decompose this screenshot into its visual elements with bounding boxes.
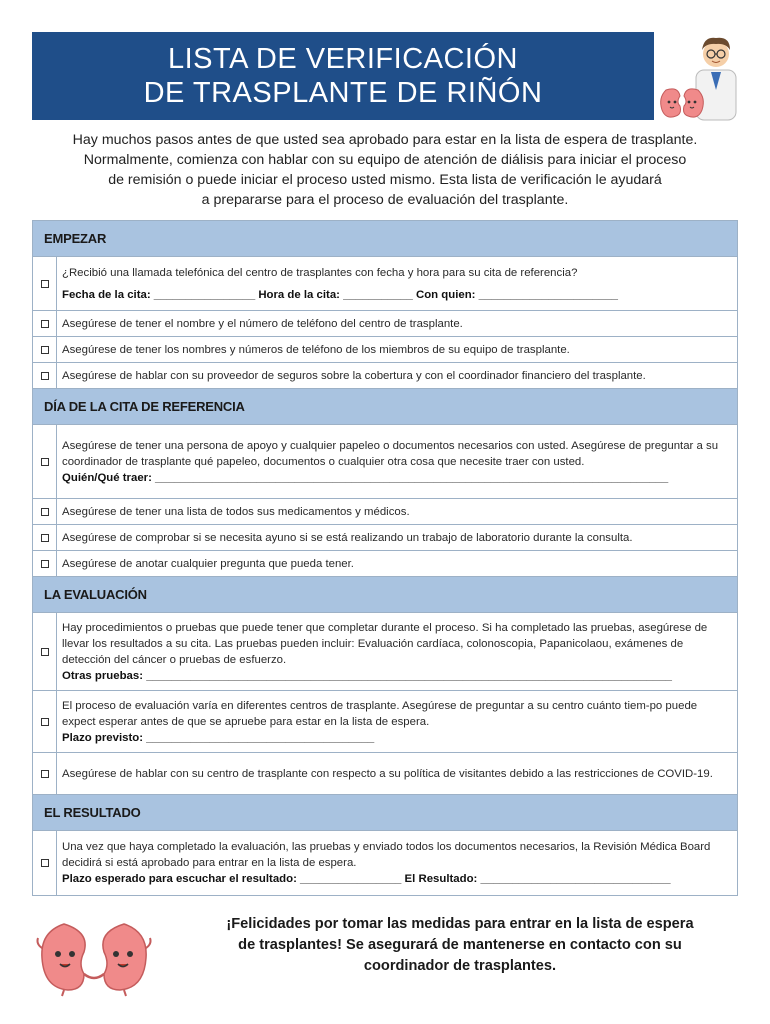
item-text: Asegúrese de tener una persona de apoyo y cualquier papeleo o documentos necesarios con usted. Asegúrese de preguntar a su coordinador de trasplante qué papeleo, documentos o cualquier otra cosa que necesite traer con usted. <box>62 439 719 468</box>
footer-line-2: de trasplantes! Se asegurará de mantenerse en contacto con su <box>238 937 682 953</box>
item-text: Asegúrese de anotar cualquier pregunta que pueda tener. <box>62 557 354 570</box>
item-text: Hay procedimientos o pruebas que puede tener que completar durante el proceso. Si ha completado las pruebas, asegúrese de llevar los resultados a su cita. Las pruebas pueden incluir: Evaluación cardíaca, colonoscopia, Papanicolaou, exámenes de detección del cáncer o pruebas de esfuerzo. <box>62 621 708 666</box>
checkbox[interactable] <box>41 560 49 568</box>
section-header-cita: DÍA DE LA CITA DE REFERENCIA <box>33 389 737 425</box>
item-text: ¿Recibió una llamada telefónica del centro de trasplantes con fecha y hora para su cita de referencia? <box>62 266 578 279</box>
item-text: Una vez que haya completado la evaluación, las pruebas y enviado todos los documentos necesarios, la Revisión Médica Board decidirá si está aprobado para entrar en la lista de espera. <box>62 841 711 869</box>
checklist-table <box>32 220 738 896</box>
intro-line-4: a prepararse para el proceso de evaluación del trasplante. <box>201 192 569 208</box>
intro-line-1: Hay muchos pasos antes de que usted sea aprobado para estar en la lista de espera de trasplante. <box>72 132 698 148</box>
checklist-row <box>33 831 737 895</box>
footer-line-3: coordinador de trasplantes. <box>363 958 557 974</box>
checklist-row <box>33 525 737 551</box>
checkbox[interactable] <box>41 534 49 542</box>
footer-line-1: ¡Felicidades por tomar las medidas para entrar en la lista de espera <box>226 916 694 932</box>
checklist-row <box>33 613 737 691</box>
item-fields: Plazo previsto: ____________________________________ <box>62 731 375 744</box>
item-text: Asegúrese de tener el nombre y el número de teléfono del centro de trasplante. <box>62 317 463 330</box>
item-text: El proceso de evaluación varía en diferentes centros de trasplante. Asegúrese de preguntar a su centro cuánto tiem-po puede expect esperar antes de que se apruebe para estar en la lista de espera. <box>62 699 698 728</box>
title-line-1: LISTA DE VERIFICACIÓN <box>168 43 518 75</box>
item-text: Asegúrese de hablar con su proveedor de seguros sobre la cobertura y con el coordinador financiero del trasplante. <box>62 369 646 382</box>
checkbox[interactable] <box>41 648 49 656</box>
checklist-row <box>33 257 737 311</box>
title-banner <box>32 32 654 120</box>
intro-line-2: Normalmente, comienza con hablar con su equipo de atención de diálisis para iniciar el proceso <box>83 152 687 168</box>
doctor-kidneys-illustration <box>656 30 740 122</box>
checkbox[interactable] <box>41 346 49 354</box>
checklist-row <box>33 753 737 795</box>
intro-paragraph <box>40 130 730 210</box>
intro-line-3: de remisión o puede iniciar el proceso usted mismo. Esta lista de verificación le ayudará <box>108 172 662 188</box>
happy-kidneys-illustration <box>34 918 154 998</box>
checkbox[interactable] <box>41 718 49 726</box>
section-header-empezar: EMPEZAR <box>33 221 737 257</box>
checkbox[interactable] <box>41 770 49 778</box>
checklist-row <box>33 691 737 753</box>
checklist-row <box>33 363 737 389</box>
item-fields: Otras pruebas: ___________________________________________________________________________________ <box>62 669 672 682</box>
checklist-row <box>33 311 737 337</box>
checklist-row <box>33 425 737 499</box>
checkbox[interactable] <box>41 372 49 380</box>
item-fields: Quién/Qué traer: _________________________________________________________________________________ <box>62 471 669 484</box>
checkbox[interactable] <box>41 458 49 466</box>
section-header-evaluacion: LA EVALUACIÓN <box>33 577 737 613</box>
checkbox[interactable] <box>41 280 49 288</box>
section-header-resultado: EL RESULTADO <box>33 795 737 831</box>
item-text: Asegúrese de comprobar si se necesita ayuno si se está realizando un trabajo de laboratorio durante la consulta. <box>62 531 633 544</box>
congratulations-message <box>180 914 740 977</box>
item-text: Asegúrese de tener los nombres y números de teléfono de los miembros de su equipo de trasplante. <box>62 343 570 356</box>
item-text: Asegúrese de hablar con su centro de trasplante con respecto a su política de visitantes debido a las restricciones de COVID-19. <box>62 767 713 780</box>
item-fields: Plazo esperado para escuchar el resultado: ________________ El Resultado: ______________________________ <box>62 873 671 885</box>
title-line-2: DE TRASPLANTE DE RIÑÓN <box>143 77 543 109</box>
item-text: Asegúrese de tener una lista de todos sus medicamentos y médicos. <box>62 505 410 518</box>
checklist-row <box>33 337 737 363</box>
checklist-row <box>33 551 737 577</box>
checkbox[interactable] <box>41 859 49 867</box>
checklist-row <box>33 499 737 525</box>
checkbox[interactable] <box>41 508 49 516</box>
item-fields: Fecha de la cita: ________________ Hora de la cita: ___________ Con quien: ______________________ <box>62 288 618 301</box>
checkbox[interactable] <box>41 320 49 328</box>
